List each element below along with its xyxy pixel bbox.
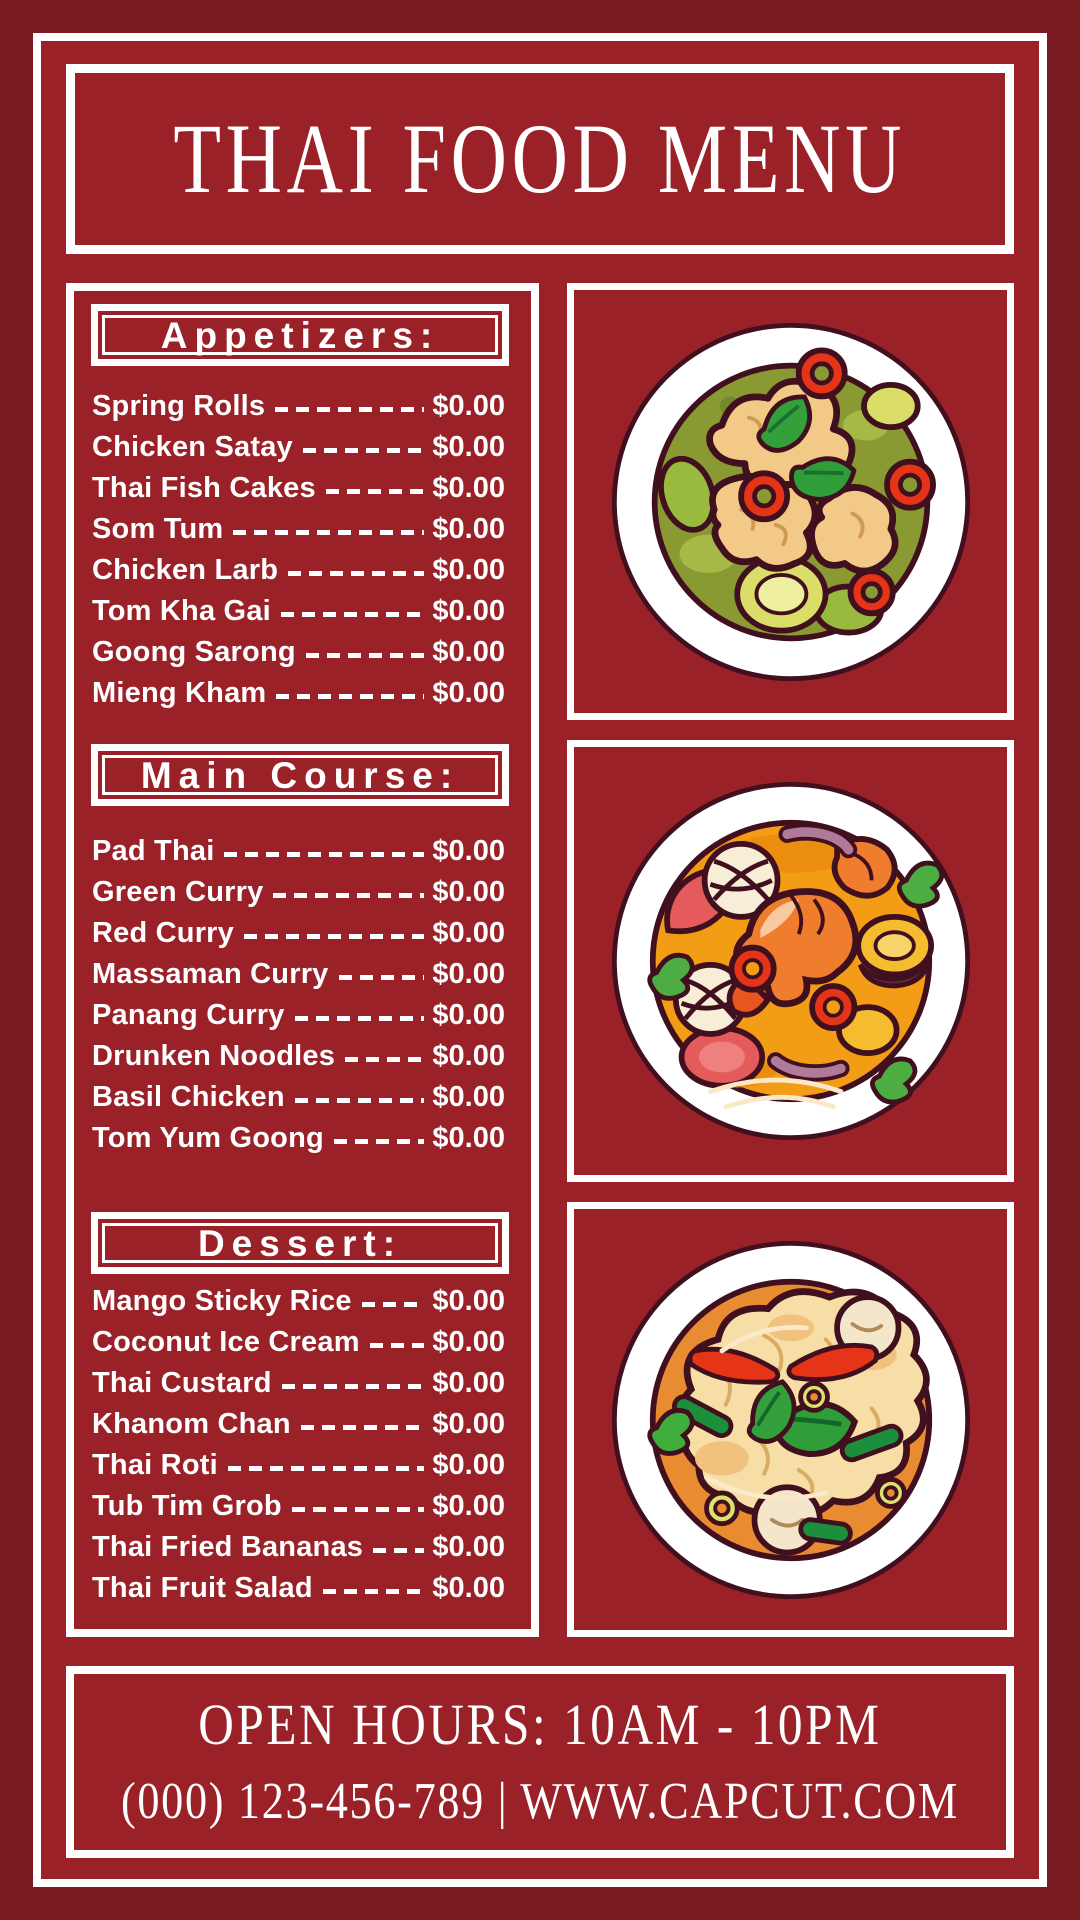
- menu-item-row: [92, 1445, 505, 1486]
- dashed-leader: [282, 1384, 425, 1389]
- menu-item-row: [92, 995, 505, 1036]
- menu-item-name: Spring Rolls: [92, 390, 266, 422]
- menu-item-row: [92, 1527, 505, 1568]
- section-header-dessert: [91, 1212, 509, 1274]
- dashed-leader: [276, 694, 424, 699]
- menu-item-row: [92, 1118, 505, 1159]
- menu-item-row: [92, 550, 505, 591]
- section-header-frame: [102, 1223, 498, 1263]
- menu-item-name: Khanom Chan: [92, 1408, 291, 1440]
- menu-item-price: $0.00: [432, 835, 505, 867]
- menu-item-name: Chicken Larb: [92, 554, 279, 586]
- section-heading-label: Dessert:: [197, 1222, 403, 1264]
- menu-item-price: $0.00: [432, 1408, 505, 1440]
- menu-item-row: [92, 673, 505, 714]
- menu-item-name: Thai Custard: [92, 1367, 272, 1399]
- dashed-leader: [228, 1466, 425, 1471]
- basil-chicken-illustration: [599, 1228, 983, 1612]
- menu-item-price: $0.00: [432, 999, 505, 1031]
- menu-item-name: Thai Fish Cakes: [92, 472, 316, 504]
- section-header-frame: [102, 315, 498, 355]
- menu-item-name: Mieng Kham: [92, 677, 267, 709]
- menu-item-row: [92, 509, 505, 550]
- section-header-main-course: [91, 744, 509, 806]
- menu-item-price: $0.00: [432, 1326, 505, 1358]
- dashed-leader: [281, 612, 425, 617]
- menu-item-price: $0.00: [432, 1122, 505, 1154]
- menu-item-price: $0.00: [432, 1285, 505, 1317]
- dashed-leader: [373, 1548, 424, 1553]
- menu-item-price: $0.00: [432, 1490, 505, 1522]
- dashed-leader: [334, 1139, 425, 1144]
- dashed-leader: [273, 893, 424, 898]
- menu-item-row: [92, 1077, 505, 1118]
- menu-item-name: Tom Yum Goong: [92, 1122, 324, 1154]
- menu-item-row: [92, 1568, 505, 1609]
- menu-item-name: Red Curry: [92, 917, 234, 949]
- dashed-leader: [295, 1098, 425, 1103]
- dish-image-box-dessert: [567, 1202, 1014, 1637]
- menu-item-row: [92, 386, 505, 427]
- menu-item-name: Drunken Noodles: [92, 1040, 336, 1072]
- shrimp-tom-yum-illustration: [599, 769, 983, 1153]
- menu-item-name: Goong Sarong: [92, 636, 296, 668]
- green-curry-illustration: [599, 310, 983, 694]
- menu-item-row: [92, 591, 505, 632]
- menu-item-price: $0.00: [432, 1531, 505, 1563]
- menu-item-price: $0.00: [432, 636, 505, 668]
- menu-item-name: Tom Kha Gai: [92, 595, 271, 627]
- dashed-leader: [275, 407, 424, 412]
- dish-image-box-main-course: [567, 740, 1014, 1182]
- menu-item-row: [92, 872, 505, 913]
- title-box: [66, 64, 1014, 254]
- dashed-leader: [362, 1302, 425, 1307]
- menu-item-row: [92, 468, 505, 509]
- dashed-leader: [233, 530, 424, 535]
- open-hours-text: OPEN HOURS: 10AM - 10PM: [198, 1692, 882, 1757]
- menu-item-price: $0.00: [432, 1367, 505, 1399]
- menu-item-name: Thai Roti: [92, 1449, 218, 1481]
- menu-item-price: $0.00: [432, 1572, 505, 1604]
- menu-item-row: [92, 954, 505, 995]
- dashed-leader: [306, 653, 425, 658]
- menu-list-dessert: [92, 1281, 505, 1609]
- menu-item-price: $0.00: [432, 677, 505, 709]
- menu-item-price: $0.00: [432, 595, 505, 627]
- menu-item-price: $0.00: [432, 554, 505, 586]
- menu-item-name: Massaman Curry: [92, 958, 329, 990]
- menu-item-price: $0.00: [432, 1040, 505, 1072]
- menu-item-price: $0.00: [432, 472, 505, 504]
- dashed-leader: [292, 1507, 425, 1512]
- menu-item-row: [92, 1363, 505, 1404]
- menu-item-row: [92, 831, 505, 872]
- menu-item-row: [92, 427, 505, 468]
- menu-item-name: Green Curry: [92, 876, 264, 908]
- menu-item-name: Pad Thai: [92, 835, 215, 867]
- section-heading-label: Appetizers:: [160, 314, 440, 356]
- dashed-leader: [303, 448, 425, 453]
- dashed-leader: [339, 975, 425, 980]
- menu-item-price: $0.00: [432, 876, 505, 908]
- menu-item-row: [92, 632, 505, 673]
- menu-item-name: Coconut Ice Cream: [92, 1326, 360, 1358]
- menu-item-name: Chicken Satay: [92, 431, 293, 463]
- contact-text: (000) 123-456-789 | WWW.CAPCUT.COM: [120, 1773, 960, 1830]
- menu-list-main-course: [92, 831, 505, 1159]
- dashed-leader: [326, 489, 425, 494]
- dashed-leader: [323, 1589, 425, 1594]
- menu-item-price: $0.00: [432, 390, 505, 422]
- menu-item-row: [92, 1281, 505, 1322]
- dashed-leader: [370, 1343, 425, 1348]
- menu-item-name: Panang Curry: [92, 999, 285, 1031]
- dashed-leader: [244, 934, 424, 939]
- menu-item-price: $0.00: [432, 917, 505, 949]
- menu-item-row: [92, 1404, 505, 1445]
- menu-item-price: $0.00: [432, 513, 505, 545]
- menu-list-appetizers: [92, 386, 505, 714]
- menu-sections-panel: [66, 283, 539, 1637]
- footer-box: [66, 1666, 1014, 1858]
- menu-item-price: $0.00: [432, 1449, 505, 1481]
- menu-item-row: [92, 1036, 505, 1077]
- section-header-appetizers: [91, 304, 509, 366]
- dashed-leader: [224, 852, 424, 857]
- dashed-leader: [295, 1016, 425, 1021]
- section-header-frame: [102, 755, 498, 795]
- dashed-leader: [288, 571, 424, 576]
- menu-item-price: $0.00: [432, 431, 505, 463]
- menu-item-name: Thai Fried Bananas: [92, 1531, 364, 1563]
- menu-item-name: Tub Tim Grob: [92, 1490, 282, 1522]
- menu-item-row: [92, 1486, 505, 1527]
- menu-item-row: [92, 1322, 505, 1363]
- menu-item-price: $0.00: [432, 1081, 505, 1113]
- menu-item-price: $0.00: [432, 958, 505, 990]
- section-heading-label: Main Course:: [140, 754, 460, 796]
- menu-item-name: Som Tum: [92, 513, 224, 545]
- dish-image-box-appetizers: [567, 283, 1014, 720]
- menu-item-name: Thai Fruit Salad: [92, 1572, 313, 1604]
- menu-item-name: Mango Sticky Rice: [92, 1285, 352, 1317]
- dashed-leader: [301, 1425, 425, 1430]
- dashed-leader: [345, 1057, 424, 1062]
- menu-item-row: [92, 913, 505, 954]
- menu-item-name: Basil Chicken: [92, 1081, 285, 1113]
- page-title: THAI FOOD MENU: [173, 103, 907, 214]
